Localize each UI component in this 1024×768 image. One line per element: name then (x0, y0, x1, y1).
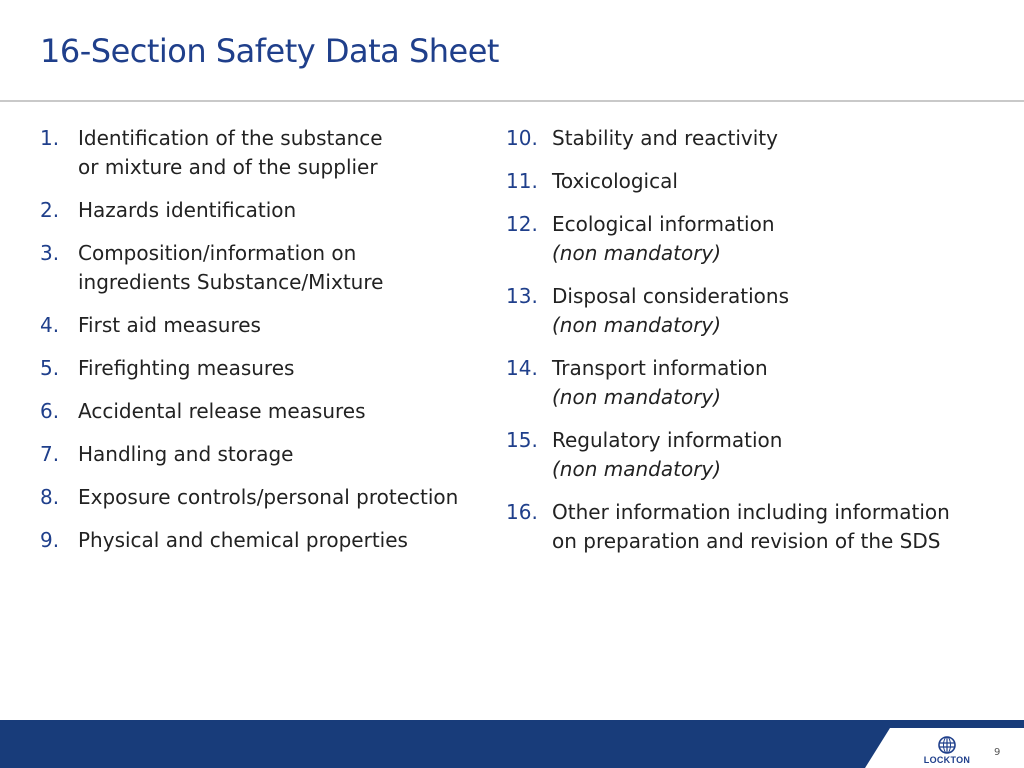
right-section-list (506, 124, 1006, 570)
lockton-globe-icon (914, 736, 980, 756)
section-note: (non mandatory) (552, 457, 722, 481)
section-title-line: Regulatory information (552, 428, 783, 452)
section-item (506, 498, 1006, 556)
section-title-line: or mixture and of the supplier (78, 155, 378, 179)
section-item (40, 354, 490, 383)
lockton-logo (914, 736, 980, 766)
section-title (40, 354, 490, 383)
section-item (40, 483, 490, 512)
section-number: 10. (506, 126, 538, 150)
section-number: 5. (40, 356, 60, 380)
section-title (40, 196, 490, 225)
section-title-line: Handling and storage (78, 442, 294, 466)
section-title-line: Physical and chemical properties (78, 528, 408, 552)
section-title-line: First aid measures (78, 313, 261, 337)
section-title-line: Stability and reactivity (552, 126, 778, 150)
section-item (40, 196, 490, 225)
section-number: 8. (40, 485, 60, 509)
section-title (506, 498, 1006, 556)
section-number: 15. (506, 428, 538, 452)
section-number: 6. (40, 399, 60, 423)
section-note: (non mandatory) (552, 313, 722, 337)
section-item (506, 282, 1006, 340)
section-number: 13. (506, 284, 538, 308)
section-number: 9. (40, 528, 60, 552)
section-number: 1. (40, 126, 60, 150)
section-title (506, 282, 1006, 340)
logo-text: LOCKTON (923, 755, 971, 765)
section-title-line: Toxicological (552, 169, 678, 193)
page-number: 9 (994, 747, 1001, 758)
section-title (506, 426, 1006, 484)
section-number: 3. (40, 241, 60, 265)
left-section-list (40, 124, 490, 569)
section-title-line: ingredients Substance/Mixture (78, 270, 384, 294)
section-title-line: Firefighting measures (78, 356, 295, 380)
section-item (506, 210, 1006, 268)
section-title-line: Identification of the substance (78, 126, 383, 150)
section-title-line: Exposure controls/personal protection (78, 485, 459, 509)
section-title-line: Transport information (552, 356, 768, 380)
section-title (506, 354, 1006, 412)
section-title (506, 167, 1006, 196)
section-title (40, 311, 490, 340)
section-note: (non mandatory) (552, 241, 722, 265)
section-item (40, 526, 490, 555)
section-number: 14. (506, 356, 538, 380)
section-title-line: Hazards identification (78, 198, 297, 222)
section-item (40, 239, 490, 297)
section-number: 16. (506, 500, 538, 524)
section-item (40, 311, 490, 340)
section-item (506, 124, 1006, 153)
slide-title: 16-Section Safety Data Sheet (40, 32, 499, 70)
section-title (506, 210, 1006, 268)
section-title (40, 440, 490, 469)
section-item (40, 397, 490, 426)
section-title (40, 483, 490, 512)
section-item (40, 440, 490, 469)
section-title-line: Other information including information (552, 500, 950, 524)
section-item (506, 167, 1006, 196)
section-note: (non mandatory) (552, 385, 722, 409)
section-number: 2. (40, 198, 60, 222)
section-item (40, 124, 490, 182)
section-title-line: Composition/information on (78, 241, 357, 265)
section-item (506, 426, 1006, 484)
section-number: 11. (506, 169, 538, 193)
section-title (506, 124, 1006, 153)
section-number: 12. (506, 212, 538, 236)
section-title-line: Accidental release measures (78, 399, 366, 423)
section-title-line: on preparation and revision of the SDS (552, 529, 941, 553)
section-title-line: Ecological information (552, 212, 775, 236)
title-divider (0, 100, 1024, 102)
section-title (40, 124, 490, 182)
section-title (40, 239, 490, 297)
section-item (506, 354, 1006, 412)
section-title (40, 397, 490, 426)
section-number: 4. (40, 313, 60, 337)
section-title-line: Disposal considerations (552, 284, 789, 308)
section-title (40, 526, 490, 555)
section-number: 7. (40, 442, 60, 466)
